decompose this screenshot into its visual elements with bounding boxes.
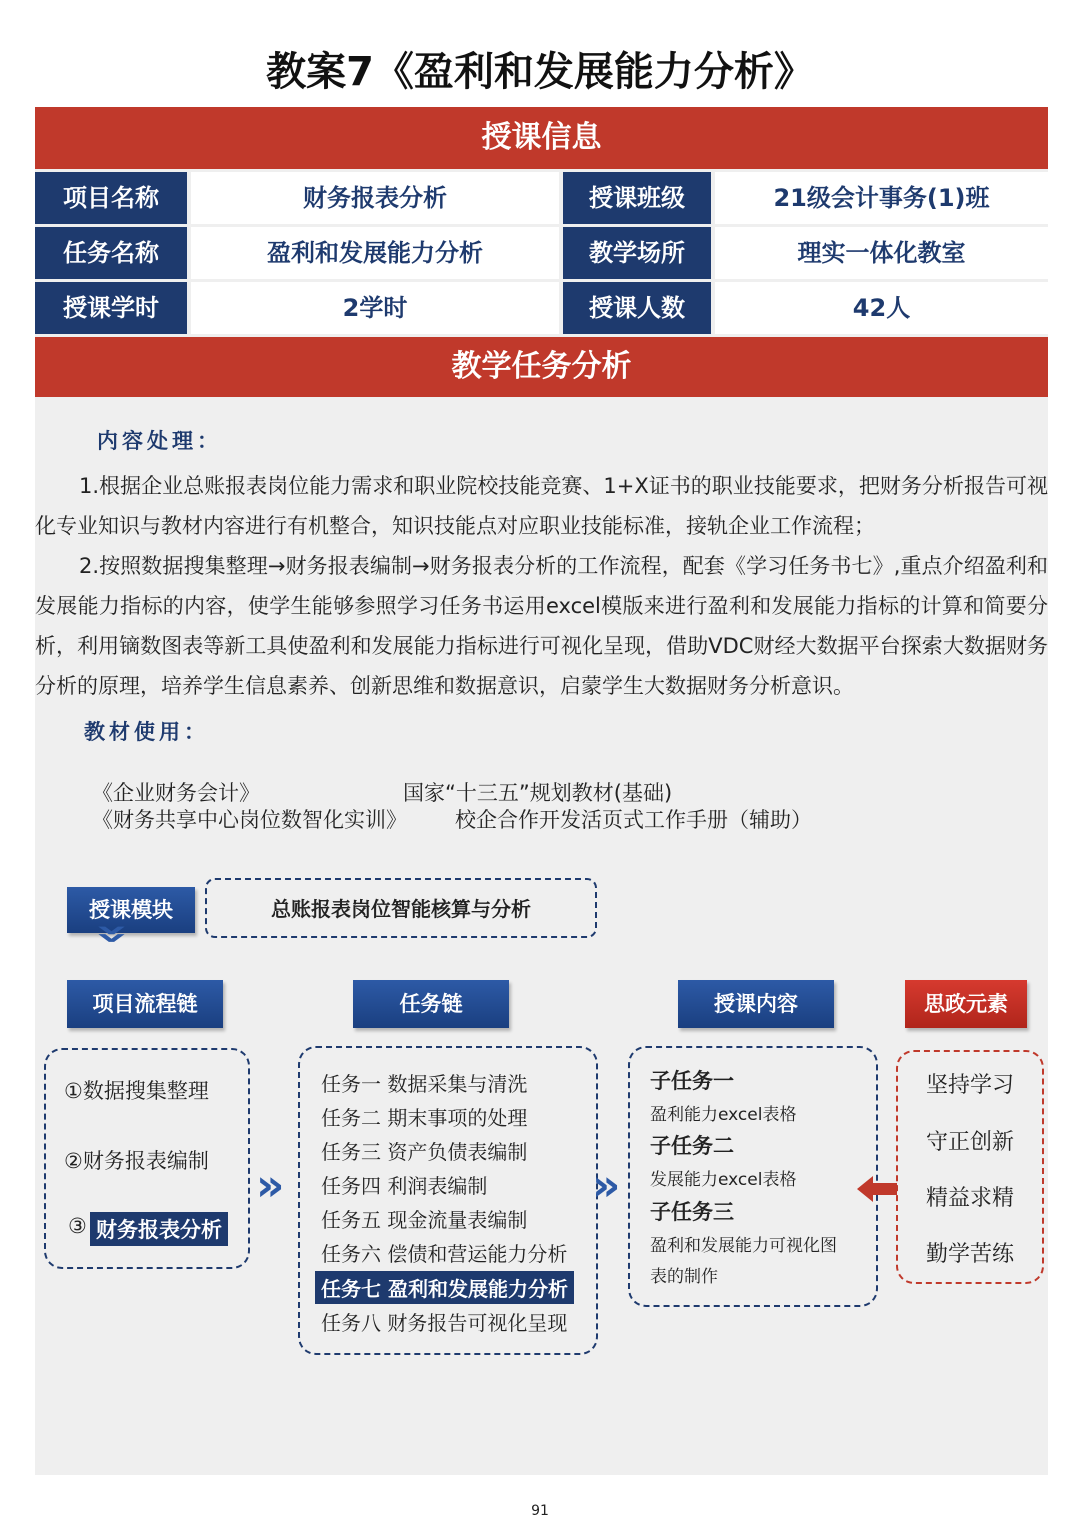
- textbook-name: 《财务共享中心岗位数智化实训》: [92, 808, 407, 832]
- module-label: 授课模块: [67, 887, 195, 933]
- subtask-desc: 表的制作: [650, 1267, 718, 1287]
- info-value: 理实一体化教室: [715, 227, 1048, 279]
- info-value: 财务报表分析: [191, 172, 559, 224]
- info-value: 2学时: [191, 282, 559, 334]
- header-teaching-content: 授课内容: [678, 980, 834, 1028]
- chevron-right-icon: »: [256, 1160, 285, 1211]
- textbook-name: 《企业财务会计》: [92, 781, 260, 805]
- subtask-title: 子任务二: [650, 1134, 734, 1158]
- info-row: [35, 172, 1048, 224]
- flow-step-number: ③: [68, 1214, 87, 1238]
- textbook-note: 校企合作开发活页式工作手册（辅助）: [455, 808, 812, 832]
- content-heading: 内容处理：: [97, 429, 222, 453]
- info-value: 21级会计事务(1)班: [715, 172, 1048, 224]
- task-item: 任务二 期末事项的处理: [321, 1106, 528, 1130]
- subtask-desc: 盈利能力excel表格: [650, 1105, 797, 1125]
- task-item: 任务三 资产负债表编制: [321, 1140, 528, 1164]
- task-item: 任务八 财务报告可视化呈现: [321, 1311, 568, 1335]
- header-ideology: 思政元素: [905, 980, 1027, 1028]
- chevron-down-icon: »: [80, 923, 149, 945]
- ideology-item: 精益求精: [926, 1186, 1015, 1211]
- info-value: 盈利和发展能力分析: [191, 227, 559, 279]
- subtask-desc: 发展能力excel表格: [650, 1170, 797, 1190]
- info-row: [35, 282, 1048, 334]
- task-item: 任务五 现金流量表编制: [321, 1208, 528, 1232]
- subtask-desc: 盈利和发展能力可视化图: [650, 1236, 837, 1256]
- subtask-title: 子任务一: [650, 1069, 734, 1093]
- textbook-heading: 教材使用：: [84, 720, 209, 744]
- arrow-left-icon: [857, 1174, 897, 1204]
- flow-step: ①数据搜集整理: [64, 1079, 209, 1103]
- info-row: [35, 227, 1048, 279]
- page-title: 教案7《盈利和发展能力分析》: [266, 49, 814, 95]
- ideology-item: 守正创新: [926, 1130, 1015, 1155]
- info-label: 任务名称: [35, 227, 187, 279]
- ideology-item: 勤学苦练: [926, 1242, 1015, 1267]
- flow-step-active: 财务报表分析: [90, 1212, 228, 1246]
- module-value: 总账报表岗位智能核算与分析: [271, 897, 531, 921]
- task-item: 任务四 利润表编制: [321, 1174, 488, 1198]
- textbook-note: 国家“十三五”规划教材(基础): [403, 781, 673, 805]
- info-value: 42人: [715, 282, 1048, 334]
- section-header-analysis: 教学任务分析: [35, 337, 1048, 397]
- header-flow-chain: 项目流程链: [67, 980, 223, 1028]
- page-number: 91: [531, 1503, 549, 1519]
- info-label: 授课班级: [563, 172, 711, 224]
- chevron-right-icon: »: [592, 1160, 621, 1211]
- paragraph-1: 1.根据企业总账报表岗位能力需求和职业院校技能竞赛、1+X证书的职业技能要求，把财务分析报告可视化专业知识与教材内容进行有机整合，知识技能点对应职业技能标准，接轨企业工作流程；: [35, 474, 1048, 538]
- subtask-title: 子任务三: [650, 1200, 734, 1224]
- flow-step: ②财务报表编制: [64, 1149, 209, 1173]
- task-item-active: 任务七 盈利和发展能力分析: [315, 1271, 574, 1304]
- task-item: 任务一 数据采集与清洗: [321, 1072, 528, 1096]
- section-header-info: 授课信息: [35, 107, 1048, 169]
- info-label: 授课人数: [563, 282, 711, 334]
- info-label: 教学场所: [563, 227, 711, 279]
- task-item: 任务六 偿债和营运能力分析: [321, 1242, 568, 1266]
- info-label: 项目名称: [35, 172, 187, 224]
- paragraph-2: 2.按照数据搜集整理→财务报表编制→财务报表分析的工作流程，配套《学习任务书七》,重点介绍盈利和发展能力指标的内容，使学生能够参照学习任务书运用excel模版来进行盈利和发展能力指标的计算和简要分析，利用镝数图表等新工具使盈利和发展能力指标进行可视化呈现，借助VDC财经大数据平台探索大数据财务分析的原理，培养学生信息素养、创新思维和数据意识，启蒙学生大数据财务分析意识。: [35, 554, 1048, 698]
- header-task-chain: 任务链: [353, 980, 509, 1028]
- info-label: 授课学时: [35, 282, 187, 334]
- ideology-item: 坚持学习: [926, 1073, 1015, 1098]
